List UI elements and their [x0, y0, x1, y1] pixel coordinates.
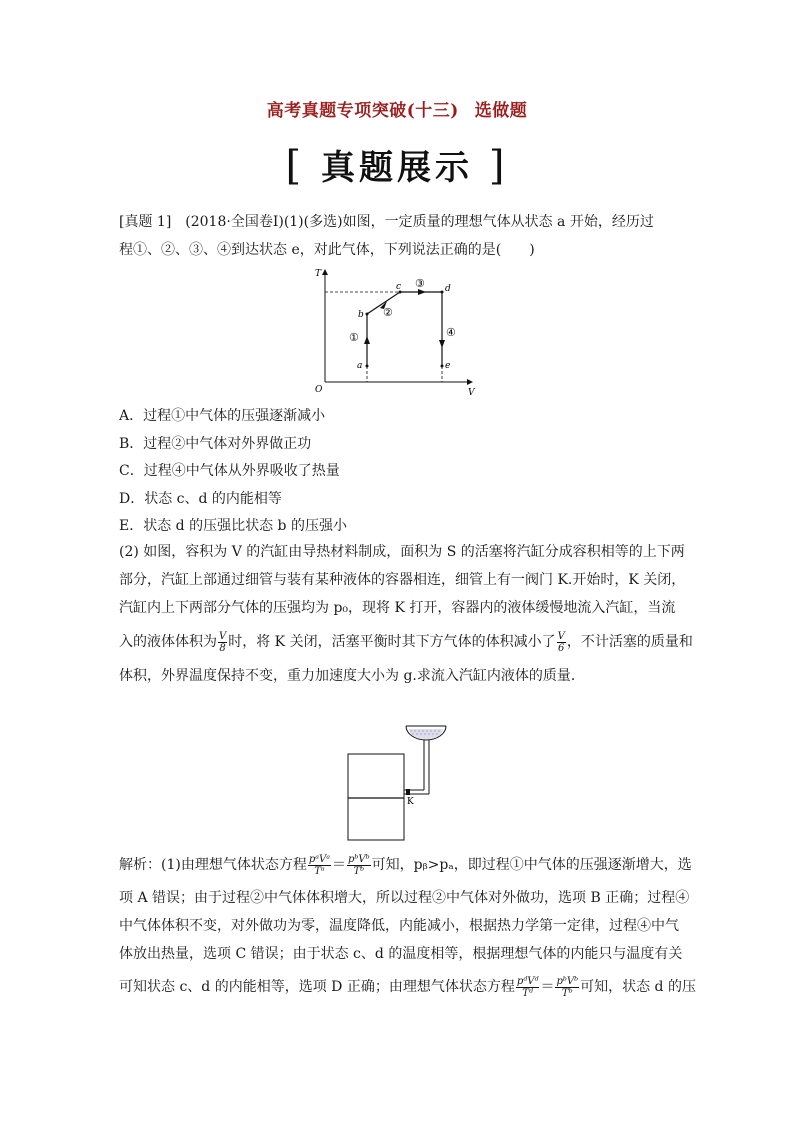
q2-line-2: 部分，汽缸上部通过细管与装有某种液体的容器相连，细管上有一阀门 K.开始时，K 关闭， — [119, 572, 686, 588]
option-d: D．状态 c、d 的内能相等 — [119, 491, 282, 507]
analysis — [119, 846, 696, 1006]
state-d: d — [445, 284, 451, 294]
q2-line-4 — [119, 622, 693, 662]
option-c: C．过程④中气体从外界吸收了热量 — [119, 463, 340, 479]
question-1-stem — [119, 208, 679, 264]
axis-label-t: T — [315, 269, 322, 279]
label-process-3: ③ — [415, 277, 425, 290]
bracket-right: ] — [488, 143, 509, 189]
analysis-line-4: 体放出热量，选项 C 错误；由于状态 c、d 的温度相等，根据理想气体的内能只与温度有关 — [119, 946, 683, 962]
q2-l4-part-a: 入的液体体积为 — [119, 634, 217, 650]
fraction-v-6: $\frac{V}{6}$ — [557, 630, 565, 654]
analysis-l1-part-b: 可知，pᵦ>pₐ，即过程①中气体的压强逐渐增大，选 — [371, 857, 692, 873]
analysis-line-1 — [119, 846, 692, 884]
analysis-line-3: 中气体体积不变，对外做功为零，温度降低，内能减小，根据热力学第一定律，过程④中气 — [119, 918, 679, 934]
section-banner — [0, 140, 794, 189]
tv-graph — [300, 262, 490, 402]
title-main: 高考真题专项突破(十三) — [266, 101, 459, 121]
q2-line-5: 体积，外界温度保持不变，重力加速度大小为 g.求流入汽缸内液体的质量． — [119, 668, 585, 684]
q1-line-2: 程①、②、③、④到达状态 e，对此气体，下列说法正确的是( ) — [119, 242, 535, 258]
analysis-l5-part-b: 可知，状态 d 的压 — [580, 979, 696, 995]
page-title — [0, 96, 794, 121]
q2-l4-part-b: 时，将 K 关闭，活塞平衡时其下方气体的体积减小了 — [228, 634, 556, 650]
valve-k-label: K — [407, 797, 414, 807]
q2-line-1: (2) 如图，容积为 V 的汽缸由导热材料制成，面积为 S 的活塞将汽缸分成容积相等的上下两 — [119, 544, 685, 560]
state-c: c — [396, 282, 402, 292]
analysis-line-5 — [119, 968, 696, 1006]
option-e: E．状态 d 的压强比状态 b 的压强小 — [119, 518, 347, 534]
cylinder-body — [348, 754, 404, 840]
q2-line-3: 汽缸内上下两部分气体的压强均为 p₀，现将 K 打开，容器内的液体缓慢地流入汽缸，当流 — [119, 600, 676, 616]
state-b: b — [358, 310, 364, 320]
option-b: B．过程②中气体对外界做正功 — [119, 436, 312, 452]
equals-sign-1: ＝ — [331, 857, 346, 873]
equals-sign-2: ＝ — [540, 979, 555, 995]
banner-text: 真题展示 — [321, 148, 473, 188]
label-process-2: ② — [383, 306, 393, 319]
bracket-left: [ — [285, 143, 306, 189]
axis-label-v: V — [468, 388, 475, 398]
fraction-state-a: $\frac{\text{pᵃVᵃ}}{\text{Tᵃ}}$ — [308, 853, 330, 877]
analysis-l5-part-a: 可知状态 c、d 的内能相等，选项 D 正确；由理想气体状态方程 — [119, 979, 515, 995]
analysis-l1-part-a: 解析：(1)由理想气体状态方程 — [119, 857, 307, 873]
label-process-1: ① — [349, 331, 359, 344]
state-a: a — [357, 361, 363, 371]
state-e: e — [445, 361, 451, 371]
q2-l4-part-c: ，不计活塞的质量和 — [566, 634, 693, 650]
question-2-stem — [119, 538, 693, 690]
fraction-state-b-2: $\frac{\text{pᵇVᵇ}}{\text{Tᵇ}}$ — [556, 975, 579, 999]
origin-label: O — [315, 385, 323, 395]
fraction-state-d: $\frac{\text{pᵈVᵈ}}{\text{Tᵈ}}$ — [516, 975, 539, 999]
label-process-4: ④ — [446, 326, 456, 339]
title-sub: 选做题 — [474, 101, 528, 121]
fraction-v-8: $\frac{V}{8}$ — [219, 630, 227, 654]
q1-line-1: [真题 1] (2018·全国卷Ⅰ)(1)(多选)如图，一定质量的理想气体从状态 a 开始，经历过 — [119, 214, 654, 230]
option-a: A．过程①中气体的压强逐渐减小 — [119, 408, 326, 424]
fraction-state-b: $\frac{\text{pᵇVᵇ}}{\text{Tᵇ}}$ — [347, 853, 370, 877]
cylinder-figure — [340, 712, 460, 847]
analysis-line-2: 项 A 错误；由于过程②中气体体积增大，所以过程②中气体对外做功，选项 B 正确；过程④ — [119, 890, 690, 906]
valve-k — [406, 789, 410, 795]
